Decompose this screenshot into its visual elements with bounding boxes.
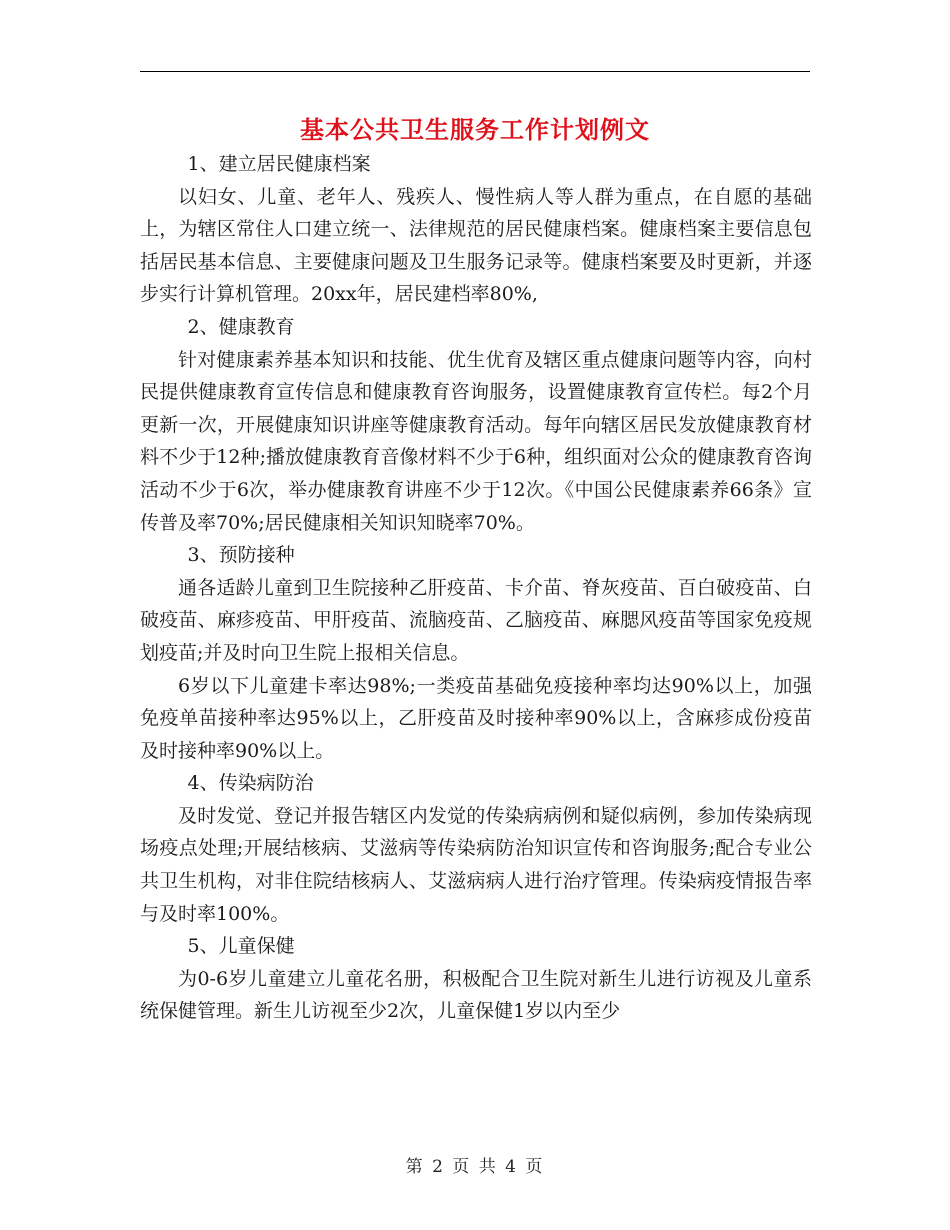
body-paragraph: 为0-6岁儿童建立儿童花名册，积极配合卫生院对新生儿进行访视及儿童系统保健管理。新生儿访视至少2次，儿童保健1岁以内至少 bbox=[140, 967, 812, 1023]
section-heading: 2、健康教育 bbox=[187, 315, 295, 338]
body-paragraph: 以妇女、儿童、老年人、残疾人、慢性病人等人群为重点，在自愿的基础上，为辖区常住人口建立统一、法律规范的居民健康档案。健康档案主要信息包括居民基本信息、主要健康问题及卫生服务记录等。健康档案要及时更新，并逐步实行计算机管理。20xx年，居民建档率80%, bbox=[140, 185, 812, 306]
body-paragraph: 及时发觉、登记并报告辖区内发觉的传染病病例和疑似病例，参加传染病现场疫点处理;开展结核病、艾滋病等传染病防治知识宣传和咨询服务;配合专业公共卫生机构，对非住院结核病人、艾滋病病人进行治疗管理。传染病疫情报告率与及时率100%。 bbox=[140, 804, 812, 925]
header-rule bbox=[140, 71, 810, 72]
document-title: 基本公共卫生服务工作计划例文 bbox=[300, 115, 650, 144]
body-paragraph: 针对健康素养基本知识和技能、优生优育及辖区重点健康问题等内容，向村民提供健康教育宣传信息和健康教育咨询服务，设置健康教育宣传栏。每2个月更新一次，开展健康知识讲座等健康教育活动。每年向辖区居民发放健康教育材料不少于12种;播放健康教育音像材料不少于6种，组织面对公众的健康教育咨询活动不少于6次，举办健康教育讲座不少于12次。《中国公民健康素养66条》宣传普及率70%;居民健康相关知识知晓率70%。 bbox=[140, 348, 812, 534]
section-heading: 1、建立居民健康档案 bbox=[187, 153, 371, 175]
section-heading: 4、传染病防治 bbox=[187, 772, 314, 795]
section-heading: 3、预防接种 bbox=[187, 544, 295, 567]
body-paragraph: 6岁以下儿童建卡率达98%;一类疫苗基础免疫接种率均达90%以上，加强免疫单苗接种率达95%以上，乙肝疫苗及时接种率90%以上，含麻疹成份疫苗及时接种率90%以上。 bbox=[140, 674, 812, 762]
section-heading: 5、儿童保健 bbox=[187, 935, 295, 958]
document-body bbox=[140, 148, 812, 1028]
body-paragraph: 通各适龄儿童到卫生院接种乙肝疫苗、卡介苗、脊灰疫苗、百白破疫苗、白破疫苗、麻疹疫苗、甲肝疫苗、流脑疫苗、乙脑疫苗、麻腮风疫苗等国家免疫规划疫苗;并及时向卫生院上报相关信息。 bbox=[140, 576, 812, 664]
page-number: 第 2 页 共 4 页 bbox=[405, 1157, 545, 1177]
